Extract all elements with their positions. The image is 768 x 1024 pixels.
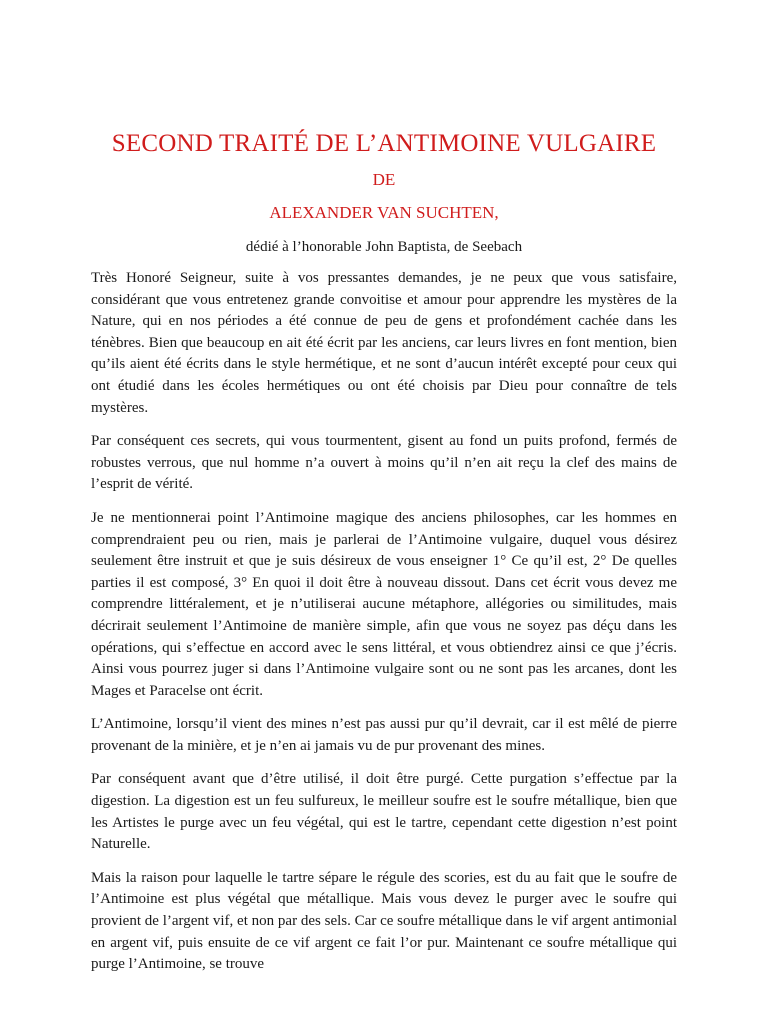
document-title: SECOND TRAITÉ DE L’ANTIMOINE VULGAIRE xyxy=(111,130,657,157)
paragraph-4: L’Antimoine, lorsqu’il vient des mines n’est pas aussi pur qu’il devrait, car il est mêlé de pierre provenant de la minière, et je n’en ai jamais vu de pur provenant des mines. xyxy=(91,716,677,754)
paragraph-2: Par conséquent ces secrets, qui vous tourmentent, gisent au fond un puits profond, fermés de robustes verrous, que nul homme n’a ouvert à moins qu’il n’en ait reçu la clef des mains de l’esprit de vérité. xyxy=(91,433,677,493)
dedication-line: dédié à l’honorable John Baptista, de Seebach xyxy=(245,239,523,255)
paragraph-3: Je ne mentionnerai point l’Antimoine magique des anciens philosophes, car les hommes en comprendraient peu ou rien, mais je parlerai de l’Antimoine vulgaire, duquel vous désirez seulement être instruit et que je suis désireux de vous enseigner 1° Ce qu’il est, 2° De quelles parties il est composé, 3° En quoi il doit être à nouveau dissout. Dans cet écrit vous devez me comprendre littéralement, et je n’utiliserai aucune métaphore, allégories ou similitudes, mais décrirait seulement l’Antimoine de manière simple, afin que vous ne soyez pas déçu dans les opérations, qui s’effectue en accord avec le sens littéral, et vous obtiendrez ainsi ce que j’écris. Ainsi vous pourrez juger si dans l’Antimoine vulgaire sont ou ne sont pas les arcanes, dont les Mages et Paracelse ont écrit. xyxy=(91,509,677,699)
paragraph-6: Mais la raison pour laquelle le tartre sépare le régule des scories, est du au fait que le soufre de l’Antimoine est plus végétal que métallique. Mais vous devez le purger avec le soufre qui provient de l’argent vif, et non par des sels. Car ce soufre métallique dans le vif argent antimonial en argent vif, puis ensuite de ce vif argent ce fait l’or pur. Maintenant ce soufre métallique qui purge l’Antimoine, se trouve xyxy=(91,869,677,973)
author-name: ALEXANDER VAN SUCHTEN, xyxy=(269,203,499,222)
title-connector: DE xyxy=(372,170,396,189)
paragraph-1: Très Honoré Seigneur, suite à vos pressantes demandes, je ne peux que vous satisfaire, considérant que vous entretenez grande convoitise et amour pour apprendre les mystères de la Nature, qui en nos périodes a été connue de peu de gens et profondément cachée dans les ténèbres. Bien que beaucoup en ait été écrit par les anciens, car leurs livres en font mention, bien qu’ils aient été écrits dans le style hermétique, et ne sont d’aucun intérêt excepté pour ceux qui ont étudié dans les écoles hermétiques ou ont été choisis par Dieu pour connaître de tels mystères. xyxy=(91,270,677,416)
paragraph-5: Par conséquent avant que d’être utilisé, il doit être purgé. Cette purgation s’effectue par la digestion. La digestion est un feu sulfureux, le meilleur soufre est le soufre métallique, bien que les Artistes le purge avec un feu végétal, qui est le tartre, cependant cette digestion n’est point Naturelle. xyxy=(91,771,677,853)
document-body xyxy=(91,268,677,976)
